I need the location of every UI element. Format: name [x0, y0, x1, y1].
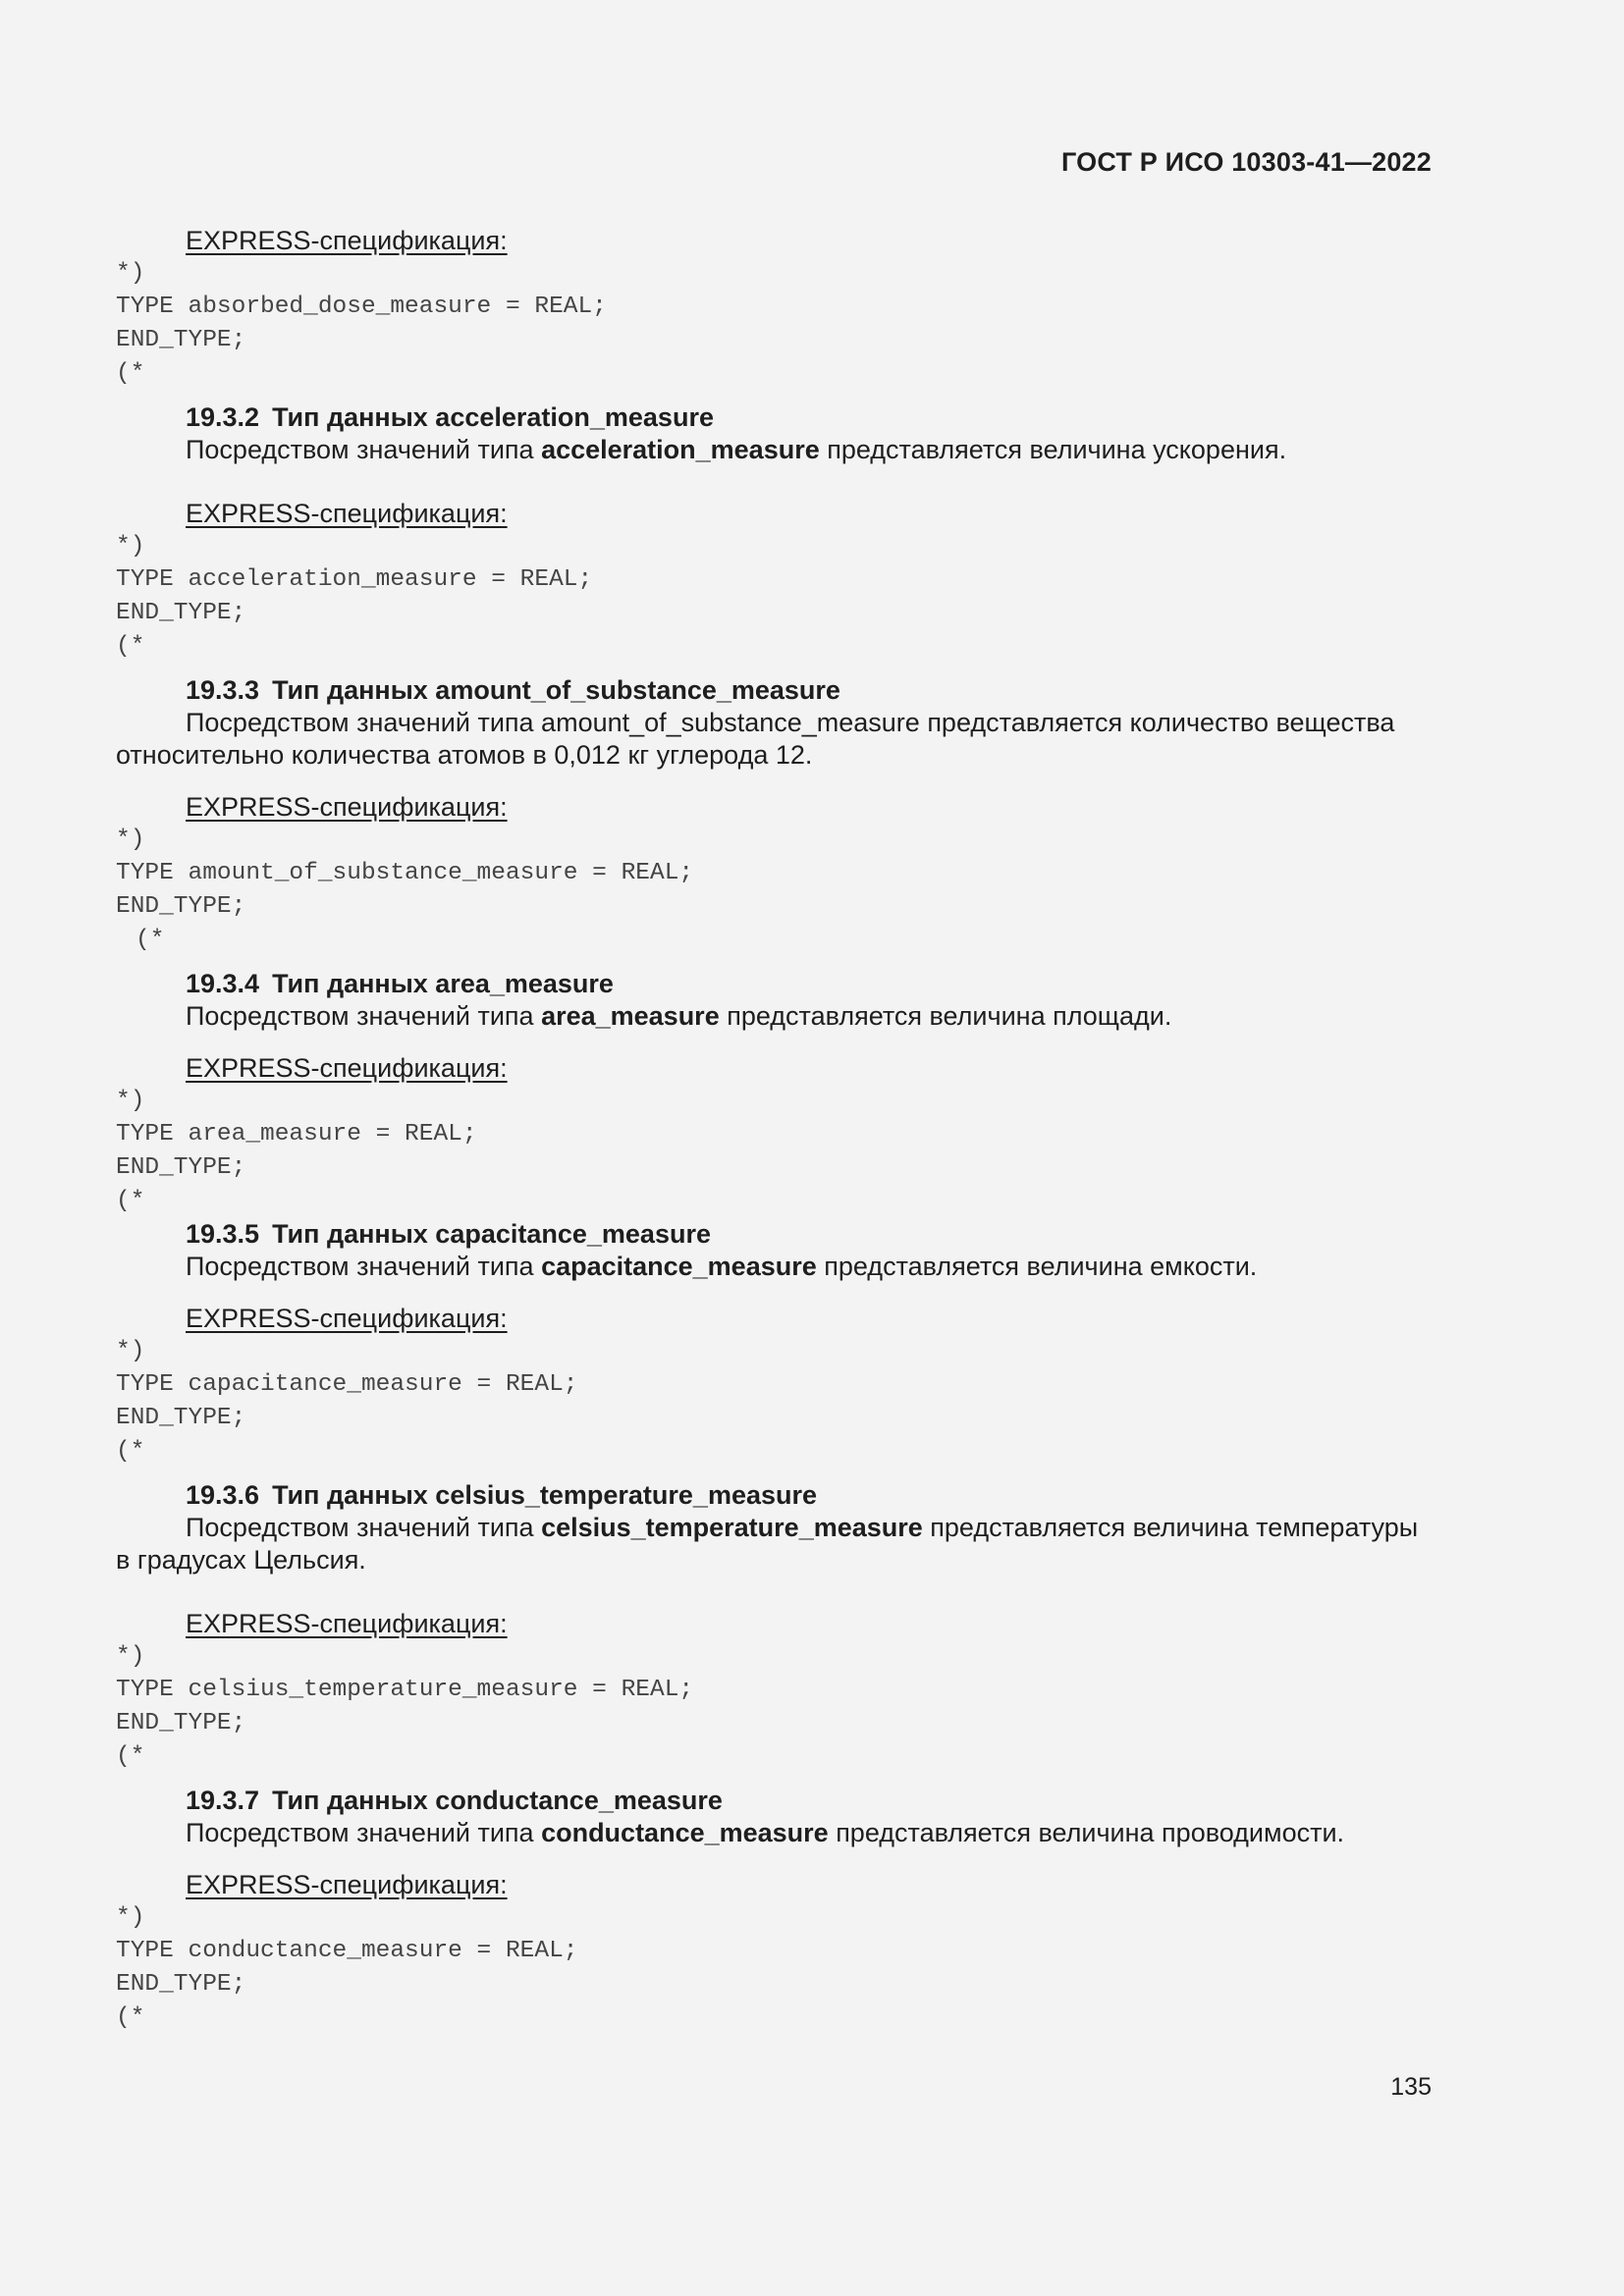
code-line: *): [116, 1088, 145, 1114]
section-title: Тип данных amount_of_substance_measure: [272, 675, 840, 705]
paragraph-text: представляется величина площади.: [719, 1001, 1172, 1031]
section-heading: [116, 674, 1432, 707]
section-title: Тип данных area_measure: [272, 969, 614, 998]
express-spec-label: EXPRESS-спецификация:: [186, 499, 508, 528]
express-spec-label: EXPRESS-спецификация:: [186, 1053, 508, 1083]
section-heading: [116, 968, 1432, 1000]
section-number: 19.3.6: [186, 1480, 260, 1510]
code-line: TYPE conductance_measure = REAL;: [116, 1938, 578, 1964]
code-line: *): [116, 1338, 145, 1364]
section-heading: [116, 1218, 1432, 1251]
paragraph-term: conductance_measure: [541, 1818, 829, 1847]
page-content: [116, 224, 1432, 2035]
code-line: END_TYPE;: [116, 327, 246, 353]
express-spec-label: EXPRESS-спецификация:: [186, 792, 508, 822]
section-19-3-3: [116, 674, 1432, 957]
section-number: 19.3.3: [186, 675, 260, 705]
code-line: (*: [116, 2004, 145, 2031]
express-spec-label: EXPRESS-спецификация:: [186, 1870, 508, 1899]
paragraph-text: представляется величина емкости.: [816, 1252, 1258, 1281]
express-code: [116, 824, 1432, 957]
code-line: TYPE area_measure = REAL;: [116, 1121, 477, 1148]
section-heading: [116, 1479, 1432, 1512]
express-code: [116, 1085, 1432, 1218]
paragraph-text: Посредством значений типа: [186, 435, 542, 464]
section-heading: [116, 401, 1432, 434]
code-line: *): [116, 1643, 145, 1670]
code-line: (*: [135, 927, 165, 953]
paragraph-text: Посредством значений типа: [186, 1818, 542, 1847]
code-line: TYPE amount_of_substance_measure = REAL;: [116, 860, 694, 886]
code-line: END_TYPE;: [116, 1710, 246, 1736]
code-line: *): [116, 1904, 145, 1931]
paragraph-term: celsius_temperature_measure: [541, 1513, 923, 1542]
express-code: [116, 257, 1432, 391]
code-line: (*: [116, 633, 145, 660]
code-line: END_TYPE;: [116, 600, 246, 626]
express-spec-label: EXPRESS-спецификация:: [186, 1304, 508, 1333]
express-code: [116, 1901, 1432, 2035]
section-19-3-2: [116, 401, 1432, 664]
paragraph-text: представляется величина ускорения.: [819, 435, 1287, 464]
code-line: *): [116, 827, 145, 853]
section-paragraph: [116, 1251, 1432, 1283]
section-number: 19.3.7: [186, 1786, 260, 1815]
document-header: ГОСТ Р ИСО 10303-41—2022: [1061, 147, 1432, 177]
section-title: Тип данных capacitance_measure: [272, 1219, 711, 1249]
paragraph-text: Посредством значений типа: [186, 1513, 542, 1542]
section-number: 19.3.2: [186, 402, 260, 432]
section-title: Тип данных celsius_temperature_measure: [272, 1480, 818, 1510]
section-number: 19.3.5: [186, 1219, 260, 1249]
code-line: (*: [116, 1438, 145, 1465]
express-spec-label: EXPRESS-спецификация:: [186, 1609, 508, 1638]
express-code: [116, 530, 1432, 664]
section-number: 19.3.4: [186, 969, 260, 998]
page-number: 135: [1390, 2073, 1432, 2101]
paragraph-text: представляется величина проводимости.: [828, 1818, 1345, 1847]
code-line: TYPE capacitance_measure = REAL;: [116, 1371, 578, 1398]
paragraph-text: Посредством значений типа: [186, 1001, 542, 1031]
section-title: Тип данных acceleration_measure: [272, 402, 714, 432]
paragraph-text: представляется величина температуры в градусах Цельсия.: [116, 1513, 1419, 1575]
code-line: TYPE absorbed_dose_measure = REAL;: [116, 294, 607, 320]
code-line: (*: [116, 360, 145, 387]
paragraph-term: acceleration_measure: [541, 435, 820, 464]
section-19-3-6: [116, 1479, 1432, 1774]
code-line: *): [116, 533, 145, 560]
code-line: (*: [116, 1743, 145, 1770]
express-spec-block: [116, 224, 1432, 391]
code-line: (*: [116, 1188, 145, 1214]
code-line: END_TYPE;: [116, 1971, 246, 1998]
section-title: Тип данных conductance_measure: [272, 1786, 723, 1815]
paragraph-term: area_measure: [541, 1001, 720, 1031]
code-line: END_TYPE;: [116, 893, 246, 920]
section-paragraph: [116, 434, 1432, 466]
section-paragraph: [116, 1817, 1432, 1849]
section-19-3-5: [116, 1218, 1432, 1468]
express-code: [116, 1335, 1432, 1468]
paragraph-term: capacitance_measure: [541, 1252, 817, 1281]
paragraph-text: Посредством значений типа amount_of_substance_measure представляется количество вещества относительно количества атомов в 0,012 кг углерода 12.: [116, 708, 1395, 770]
section-paragraph: [116, 1000, 1432, 1033]
code-line: TYPE acceleration_measure = REAL;: [116, 566, 593, 593]
code-line: END_TYPE;: [116, 1154, 246, 1181]
code-line: END_TYPE;: [116, 1405, 246, 1431]
code-line: *): [116, 260, 145, 287]
section-paragraph: [116, 707, 1432, 772]
section-paragraph: [116, 1512, 1432, 1576]
paragraph-text: Посредством значений типа: [186, 1252, 542, 1281]
section-19-3-7: [116, 1785, 1432, 2035]
express-spec-label: EXPRESS-спецификация:: [186, 226, 508, 255]
express-code: [116, 1640, 1432, 1774]
section-heading: [116, 1785, 1432, 1817]
code-line: TYPE celsius_temperature_measure = REAL;: [116, 1677, 694, 1703]
section-19-3-4: [116, 968, 1432, 1218]
